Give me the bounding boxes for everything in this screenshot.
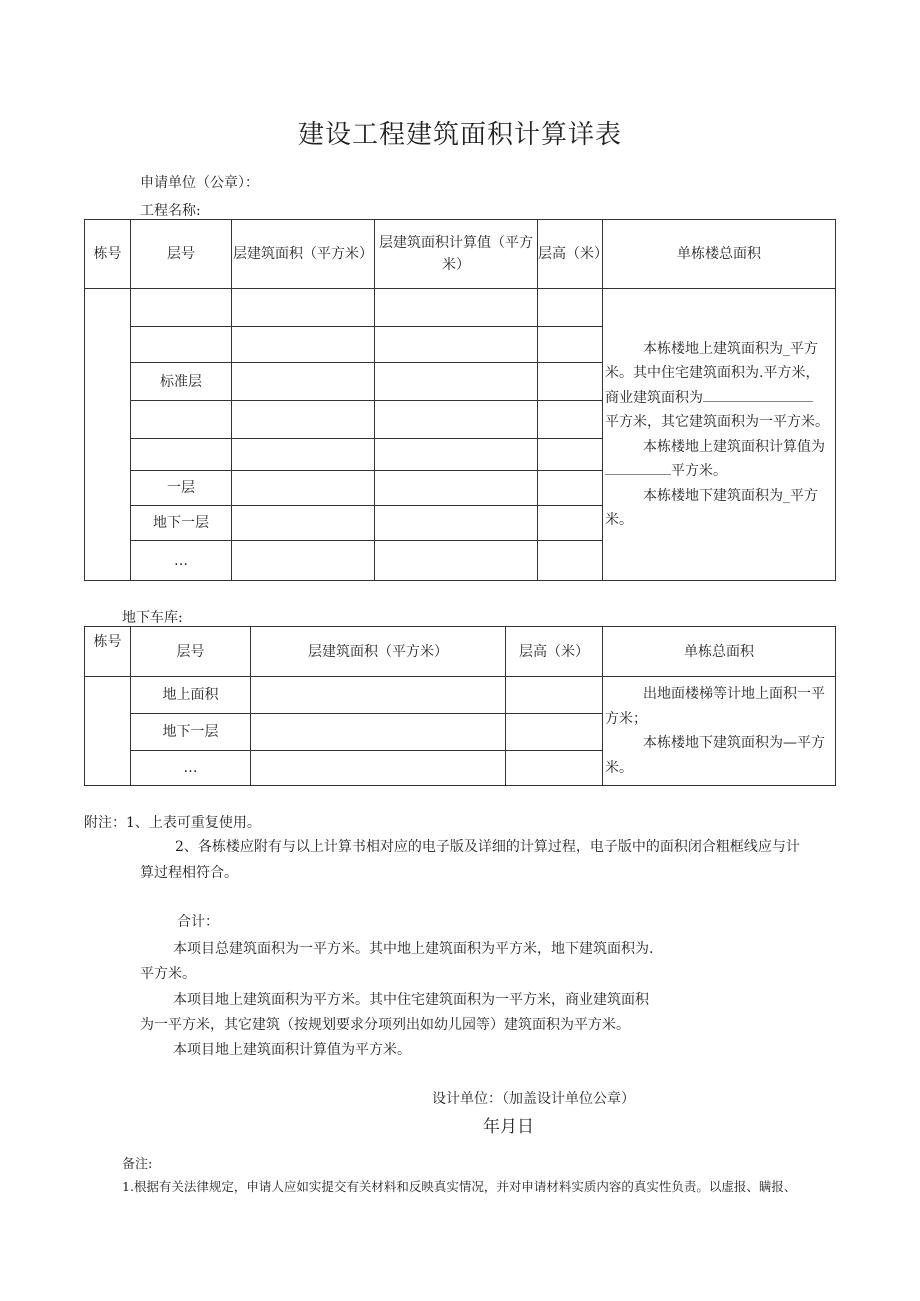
summary-line: 本栋楼地下建筑面积为—平方米。 xyxy=(605,735,825,776)
summary-line: 平方米，其它建筑面积为一平方米。 xyxy=(605,414,829,430)
building-no-cell[interactable] xyxy=(85,677,131,786)
calc-cell[interactable] xyxy=(375,541,538,581)
page-title: 建设工程建筑面积计算详表 xyxy=(297,120,622,150)
area-cell[interactable] xyxy=(232,439,375,471)
summary-line: 本栋楼地上建筑面积计算值为 xyxy=(643,438,825,455)
remark-1: 1.根据有关法律规定，申请人应如实提交有关材料和反映真实情况，并对申请材料实质内容的真实性负责。以虚报、瞒报、 xyxy=(122,1179,797,1194)
area-cell[interactable] xyxy=(232,401,375,439)
total-line: 本项目地上建筑面积计算值为平方米。 xyxy=(173,1042,411,1058)
header-total-area: 单栋楼总面积 xyxy=(603,220,836,289)
header-floor: 层号 xyxy=(131,627,251,677)
total-line: 本项目总建筑面积为一平方米。其中地上建筑面积为平方米，地下建筑面积为. xyxy=(173,941,654,957)
height-cell[interactable] xyxy=(506,714,603,751)
summary-line: 本栋楼地下建筑面积为_平方米。 xyxy=(605,487,818,528)
header-floor-height: 层高（米） xyxy=(506,627,603,677)
height-cell[interactable] xyxy=(538,541,603,581)
calc-cell[interactable] xyxy=(375,401,538,439)
area-cell[interactable] xyxy=(232,327,375,363)
header-floor-area: 层建筑面积（平方米） xyxy=(232,220,375,289)
height-cell[interactable] xyxy=(506,677,603,714)
total-label: 合计： xyxy=(177,914,219,930)
project-label: 工程名称: xyxy=(140,203,201,219)
floor-cell xyxy=(131,439,232,471)
summary-line: 平方米。 xyxy=(671,463,727,479)
floor-cell: … xyxy=(131,751,251,786)
table-row xyxy=(85,289,836,327)
header-building-no: 栋号 xyxy=(85,220,131,289)
calc-cell[interactable] xyxy=(375,363,538,401)
height-cell[interactable] xyxy=(538,363,603,401)
height-cell[interactable] xyxy=(538,506,603,541)
area-cell[interactable] xyxy=(251,714,506,751)
header-floor-height: 层高（米） xyxy=(538,220,603,289)
garage-summary xyxy=(603,677,836,786)
height-cell[interactable] xyxy=(538,401,603,439)
area-cell[interactable] xyxy=(232,289,375,327)
header-floor-area: 层建筑面积（平方米） xyxy=(251,627,506,677)
building-no-cell[interactable] xyxy=(85,289,131,581)
note-2: 2、各栋楼应附有与以上计算书相对应的电子版及详细的计算过程，电子版中的面积闭合粗框线应与计 xyxy=(175,839,800,855)
summary-line: 本栋楼地上建筑面积为_平方米。其中住宅建筑面积为.平方米， xyxy=(605,340,820,381)
calc-cell[interactable] xyxy=(375,506,538,541)
height-cell[interactable] xyxy=(538,439,603,471)
area-cell[interactable] xyxy=(232,541,375,581)
height-cell[interactable] xyxy=(538,289,603,327)
floor-cell: 地上面积 xyxy=(131,677,251,714)
applicant-label: 申请单位（公章）： xyxy=(140,175,259,191)
floor-cell: 地下一层 xyxy=(131,714,251,751)
floor-cell xyxy=(131,327,232,363)
height-cell[interactable] xyxy=(538,327,603,363)
table-row xyxy=(85,677,836,714)
garage-label: 地下车库: xyxy=(122,610,183,626)
floor-cell: 地下一层 xyxy=(131,506,232,541)
garage-table xyxy=(84,626,836,786)
date: 年月日 xyxy=(483,1117,534,1137)
header-floor: 层号 xyxy=(131,220,232,289)
note-1: 附注：1、上表可重复使用。 xyxy=(84,815,261,831)
total-line: 为一平方米，其它建筑（按规划要求分项列出如幼儿园等）建筑面积为平方米。 xyxy=(140,1017,630,1033)
total-line: 本项目地上建筑面积为平方米。其中住宅建筑面积为一平方米，商业建筑面积 xyxy=(173,992,649,1008)
summary-line: 商业建筑面积为 xyxy=(605,389,703,406)
height-cell[interactable] xyxy=(538,471,603,506)
calc-cell[interactable] xyxy=(375,327,538,363)
area-cell[interactable] xyxy=(251,751,506,786)
area-cell[interactable] xyxy=(232,506,375,541)
calc-cell[interactable] xyxy=(375,471,538,506)
area-cell[interactable] xyxy=(232,471,375,506)
note-2-cont: 算过程相符合。 xyxy=(140,865,238,881)
height-cell[interactable] xyxy=(506,751,603,786)
floor-cell: … xyxy=(131,541,232,581)
building-area-table xyxy=(84,219,836,581)
floor-cell xyxy=(131,289,232,327)
floor-cell: 标准层 xyxy=(131,363,232,401)
floor-cell: 一层 xyxy=(131,471,232,506)
area-cell[interactable] xyxy=(251,677,506,714)
building-summary xyxy=(603,289,836,581)
summary-line: 出地面楼梯等计地上面积一平方米； xyxy=(605,686,825,727)
calc-cell[interactable] xyxy=(375,439,538,471)
header-total-area: 单栋总面积 xyxy=(603,627,836,677)
header-building-no: 栋号 xyxy=(85,627,131,677)
header-floor-area-calc: 层建筑面积计算值（平方米） xyxy=(375,220,538,289)
total-line: 平方米。 xyxy=(140,966,196,982)
remarks-label: 备注: xyxy=(122,1157,153,1172)
area-cell[interactable] xyxy=(232,363,375,401)
floor-cell xyxy=(131,401,232,439)
calc-cell[interactable] xyxy=(375,289,538,327)
design-unit: 设计单位：（加盖设计单位公章） xyxy=(432,1091,635,1107)
